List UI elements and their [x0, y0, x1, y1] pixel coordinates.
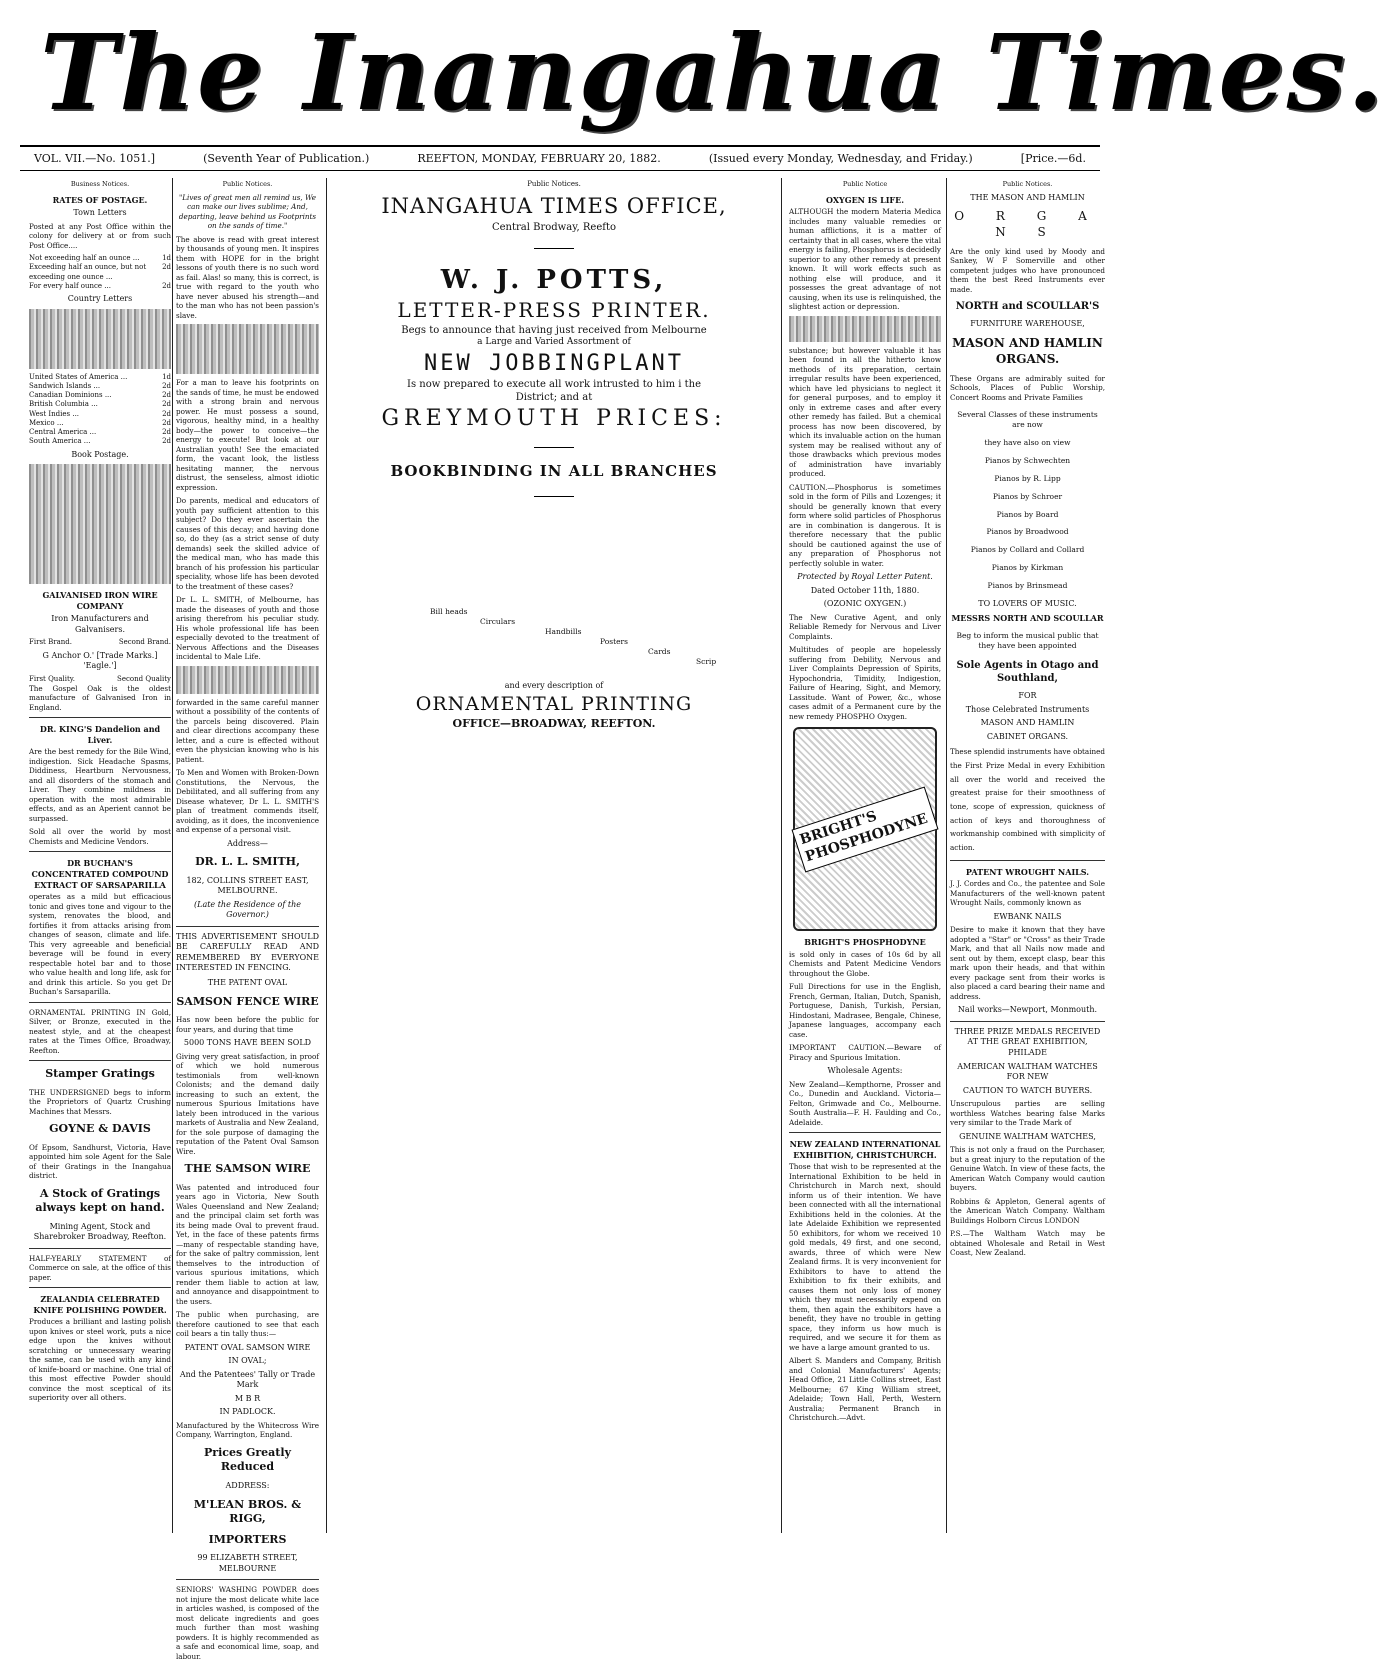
smith-paragraph: Dr L. L. SMITH, of Melbourne, has made the diseases of youth and those arising therefrom his peculiar study. His whole professional life has been especially devoted to the treatment of Nervous Affections and the Diseases incidental to Male Life. [176, 595, 319, 662]
postage-row: British Columbia ... 2d [29, 400, 171, 409]
postage-row: For every half ounce ... 2d [29, 281, 171, 290]
district-text: District; and at [515, 392, 593, 404]
issue-schedule: (Issued every Monday, Wednesday, and Friday.) [708, 152, 973, 165]
postage-row: Exceeding half an ounce, but not exceeding one ounce ... 2d [29, 263, 171, 281]
divider [176, 926, 319, 927]
print-item: Posters [600, 637, 628, 647]
protected: Protected by Royal Letter Patent. [797, 572, 933, 582]
postage-row: Central America ... 2d [29, 428, 171, 437]
smith-paragraph: To Men and Women with Broken-Down Constitutions, the Nervous, the Debilitated, and all suffering from any Disease whatever, Dr L. L. SMITH'S plan of treatment commends itself, avoiding, as it does, the inconvenience and expense of a personal visit. [176, 768, 319, 835]
brights-title: BRIGHT'S PHOSPHODYNE [804, 937, 926, 948]
column-business-notices [26, 178, 174, 1533]
column-public-notices-left [172, 178, 322, 1661]
publication-year: (Seventh Year of Publication.) [203, 152, 370, 165]
manufactured: Manufactured by the Whitecross Wire Company, Warrington, England. [176, 1420, 319, 1440]
stamper-title: Stamper Gratings [45, 1067, 155, 1081]
postage-row: Canadian Dominions ... 2d [29, 391, 171, 400]
robbins-appleton: Robbins & Appleton, General agents of the American Watch Company. Waltham Buildings Holborn Circus LONDON [950, 1196, 1105, 1225]
cabinet-organs: CABINET ORGANS. [986, 731, 1069, 741]
issue-date: REEFTON, MONDAY, FEBRUARY 20, 1882. [417, 152, 661, 165]
postscript: P.S.—The Waltham Watch may be obtained Wholesale and Retail in West Coast, New Zealand. [950, 1229, 1105, 1258]
half-yearly-statement: HALF-YEARLY STATEMENT of Commerce on sale, at the office of this paper. [29, 1253, 171, 1282]
samson-text: The public when purchasing, are therefore cautioned to see that each coil bears a tin tally thus:— [176, 1310, 319, 1339]
divider [29, 1060, 171, 1061]
every-description: and every description of [504, 681, 604, 691]
genuine-text: This is not only a fraud on the Purchaser, but a great injury to the reputation of the Genuine Watch. In view of these facts, the American Watch Company would caution buyers. [950, 1145, 1105, 1193]
print-items [330, 607, 778, 669]
important-caution: IMPORTANT CAUTION.—Beware of Piracy and Spurious Imitation. [789, 1043, 941, 1062]
mbr-mark: M B R [234, 1393, 261, 1403]
multitudes-text: Multitudes of people are hopelessly suffering from Debility, Nervous and Liver Complaints Depression of Spirits, Hypochondria, Timidity, Indigestion, Failure of Hearing, Sight, and Memory, Lassitude. Want of Power, &c., whose cases admit of a Permanent cure by the new remedy PHOSPHO Oxygen. [789, 645, 941, 721]
messrs-north: MESSRS NORTH AND SCOULLAR [951, 612, 1104, 623]
oxygen-text: substance; but however valuable it has been found in all the hitherto know methods of its preparation, certain irregular results have been experienced, which have led physicians to neglect it for general purposes, and to employ it only in extreme cases and after every other remedy has failed. But a chemical process has now been discovered, by which its invaluable action on the human system may be realised without any of those drawbacks which previous modes of administration have invariably produced. [789, 345, 941, 479]
new-jobbing-plant: NEW JOBBINGPLANT [424, 350, 684, 376]
divider [29, 851, 171, 852]
postage-row: Not exceeding half an ounce ... 1d [29, 254, 171, 263]
print-item: Circulars [480, 617, 516, 627]
caution-text: CAUTION.—Phosphorus is sometimes sold in the form of Pills and Lozenges; it should be generally known that every form where solid particles of Phosphorus are in combination is dangerous. It is therefore necessary that the public should be cautioned against the use of any preparation of Phosphorus not perfectly soluble in water. [789, 482, 941, 568]
samson-text: Giving very great satisfaction, in proof of which we hold numerous testimonials from well-known Colonists; and the demand daily increasing to such an extent, the numerous Spurious Imitations have lately been introduced in the various markets of Australia and New Zealand, for the sole purpose of damaging the reputation of the Patent Oval Samson Wire. [176, 1051, 319, 1156]
cordes-text: J. J. Cordes and Co., the patentee and Sole Manufacturers of the well-known patent Wrought Nails, commonly known as [950, 879, 1105, 908]
zealandia-title: ZEALANDIA CELEBRATED KNIFE POLISHING POWDER. [33, 1294, 167, 1315]
assortment: a Large and Varied Assortment of [477, 337, 631, 348]
greymouth-prices: GREYMOUTH PRICES: [381, 406, 727, 432]
divider [789, 1132, 941, 1133]
newport: Nail works—Newport, Monmouth. [957, 1005, 1098, 1015]
galvanised-title: GALVANISED IRON WIRE COMPANY [42, 590, 158, 611]
divider [534, 496, 574, 497]
column-organs [946, 178, 1108, 1533]
seniors-powder: SENIORS' WASHING POWDER does not injure the most delicate white lace in articles washed, is composed of the most delicate ingredients and goes much further than most washing powders. It is highly recommended as a safe and economical lime, soap, and labour. [176, 1585, 319, 1661]
genuine-waltham: GENUINE WALTHAM WATCHES, [959, 1131, 1096, 1141]
directions-text: Full Directions for use in the English, French, German, Italian, Dutch, Spanish, Portuguese, Danish, Turkish, Persian, Hindostani, Madrasee, Bengale, Chinese, Japanese languages, accompany each case. [789, 982, 941, 1039]
postage-row: South America ... 2d [29, 437, 171, 446]
printer-name: W. J. POTTS, [440, 265, 668, 296]
divider [534, 447, 574, 448]
importers: IMPORTERS [208, 1532, 287, 1546]
divider [534, 248, 574, 249]
ornamental-printing-ad: ORNAMENTAL PRINTING IN Gold, Silver, or Bronze, executed in the neatest style, and at the cheapest rates at the Times Office, Broadway, Reefton. [29, 1007, 171, 1055]
prices-reduced: Prices Greatly Reduced [204, 1445, 291, 1474]
smith-late: (Late the Residence of the Governor.) [194, 899, 301, 920]
postage-row: Sandwich Islands ... 2d [29, 381, 171, 390]
in-oval: IN OVAL; [228, 1356, 267, 1366]
mason-hamlin-2: MASON AND HAMLIN [980, 718, 1075, 728]
stamper-text: THE UNDERSIGNED begs to inform the Proprietors of Quartz Crushing Machines that Messrs. [29, 1087, 171, 1116]
american-waltham: AMERICAN WALTHAM WATCHES FOR NEW [957, 1061, 1098, 1082]
postage-row: West Indies ... 2d [29, 409, 171, 418]
piano-item: Pianos by Brinsmead [987, 581, 1068, 591]
caution-watch-text: Unscrupulous parties are selling worthless Watches bearing false Marks very similar to the Trade Mark of [950, 1099, 1105, 1128]
tally: And the Patentees' Tally or Trade Mark [179, 1369, 316, 1390]
mining-agent: Mining Agent, Stock and Sharebroker Broadway, Reefton. [33, 1221, 167, 1242]
patent-nails-title: PATENT WROUGHT NAILS. [965, 866, 1090, 877]
bookbinding: BOOKBINDING IN ALL BRANCHES [390, 462, 718, 481]
brand-row: First Brand. Second Brand. [29, 638, 171, 647]
mlean-bros: M'LEAN BROS. & RIGG, [193, 1497, 302, 1526]
smudged-print [789, 316, 941, 342]
oxygen-title: OXYGEN IS LIFE. [825, 194, 904, 205]
print-item: Handbills [545, 627, 582, 637]
furniture-warehouse: FURNITURE WAREHOUSE, [970, 319, 1085, 329]
print-item: Bill heads [430, 607, 468, 617]
poem: "Lives of great men all remind us, We can make our lives sublime; And, departing, leave behind us Footprints on the sands of time." [178, 192, 317, 231]
samson-text: Has now been before the public for four years, and during that time [176, 1015, 319, 1034]
beg-to-inform: Beg to inform the musical public that they have been appointed [956, 631, 1099, 650]
divider [950, 1021, 1105, 1022]
print-item: Scrip [696, 657, 717, 667]
smith-paragraph: The above is read with great interest by thousands of young men. It inspires them with HOPE for in the bright lessons of youth there is no such word as fail. Alas! so many, this is correct, is true with regard to the youth who have never abused his strength—and to the man who has not been passion's slave. [176, 234, 319, 320]
masthead-title: The Inangahua Times. [40, 11, 1385, 134]
ornamental-printing: ORNAMENTAL PRINTING [415, 692, 693, 715]
caution-watch: CAUTION TO WATCH BUYERS. [962, 1085, 1093, 1095]
column-phosphodyne [786, 178, 944, 1533]
kings-sold: Sold all over the world by most Chemists and Medicine Vendors. [29, 827, 171, 846]
piano-item: Pianos by Broadwood [986, 527, 1069, 537]
curative-text: The New Curative Agent, and only Reliable Remedy for Nervous and Liver Complaints. [789, 612, 941, 641]
organs-suited: These Organs are admirably suited for Schools, Places of Public Worship, Concert Rooms and Private Families [950, 373, 1105, 402]
sold-text: is sold only in cases of 10s 6d by all Chemists and Patent Medicine Vendors throughout the Globe. [789, 949, 941, 978]
dated: Dated October 11th, 1880. [810, 585, 920, 595]
column-header: Public Notices. [222, 180, 273, 188]
three-medals: THREE PRIZE MEDALS RECEIVED AT THE GREAT EXHIBITION, PHILADE [954, 1026, 1101, 1058]
postage-title: RATES OF POSTAGE. [52, 194, 148, 205]
patent-oval-samson: PATENT OVAL SAMSON WIRE [184, 1342, 311, 1352]
wholesale-agents: Wholesale Agents: [827, 1066, 903, 1076]
volume-number: VOL. VII.—No. 1051.] [34, 152, 156, 165]
samson-wire-title: THE SAMSON WIRE [184, 1162, 311, 1176]
divider [29, 717, 171, 718]
smudged-print [29, 464, 171, 584]
north-scoullar: NORTH and SCOULLAR'S [955, 301, 1100, 313]
book-postage-heading: Book Postage. [71, 449, 129, 459]
tons-sold: 5000 TONS HAVE BEEN SOLD [183, 1038, 312, 1048]
goyne-text: Of Epsom, Sandhurst, Victoria, Have appointed him sole Agent for the Sale of their Gratings in the Inangahua district. [29, 1142, 171, 1181]
splendid-text: These splendid instruments have obtained the First Prize Medal in every Exhibition all over the world and received the greatest praise for their smoothness of tone, scope of expression, quickness of action of keys and thoroughness of workmanship combined with simplicity of action. [950, 747, 1105, 853]
piano-item: Pianos by Kirkman [991, 563, 1064, 573]
patent-oval: THE PATENT OVAL [207, 978, 288, 988]
prepared-text: Is now prepared to execute all work intrusted to him i the [407, 378, 701, 390]
phosphodyne-logo: BRIGHT'S PHOSPHODYNE [793, 727, 937, 931]
piano-item: Pianos by Collard and Collard [970, 545, 1085, 555]
desire-text: Desire to make it known that they have adopted a "Star" or "Cross" as their Trade Mark, and that all Nails now made and sent out by them, except clasp, bear this mark upon their heads, and that within every package sent from their works is also placed a card bearing their name and address. [950, 925, 1105, 1001]
price: [Price.—6d. [1020, 152, 1086, 165]
stock-gratings: A Stock of Gratings always kept on hand. [35, 1186, 165, 1215]
divider [29, 1287, 171, 1288]
organs-heading: O R G A N S [954, 209, 1101, 239]
divider [29, 1002, 171, 1003]
divider [176, 1579, 319, 1580]
buchan-title: DR BUCHAN'S CONCENTRATED COMPOUND EXTRACT OF SARSAPARILLA [31, 858, 169, 890]
lovers-of-music: TO LOVERS OF MUSIC. [978, 598, 1077, 608]
kings-text: Are the best remedy for the Bile Wind, indigestion. Sick Headache Spasms, Diddiness, Heartburn Nervousness, and all disorders of the stomach and Liver. They combine mildness in operation with the most admirable effects, and as an Aperient cannot be surpassed. [29, 747, 171, 823]
zealandia-text: Produces a brilliant and lasting polish upon knives or steel work, puts a nice edge upon the knives without scratching or unnecessary wearing the same, can be used with any kind of knife-board or machine. One trial of this most effective Powder should convince the most sceptical of its superiority over all others. [29, 1317, 171, 1403]
kings-title: DR. KING'S Dandelion and Liver. [39, 724, 161, 745]
smith-paragraph: Do parents, medical and educators of youth pay sufficient attention to this subject? Do they ever ascertain the causes of this decay; and having done so, do they (as a strict sense of duty demands) seek the skilled advice of the medical man, who has made this branch of his profession his particular speciality, whose life has been devoted to the treatment of these cases? [176, 496, 319, 591]
divider [950, 860, 1105, 861]
column-header: Public Notices. [527, 180, 581, 188]
smith-paragraph: For a man to leave his footprints on the sands of time, he must be endowed with a strong brain and nervous power. He must possess a sound, vigorous, healthy mind, in a healthy body—the power to conceive—the energy to execute! But look at our Australian youth! See the emaciated form, the vacant look, the listless hesitating manner, the nervous distrust, the senseless, almost idiotic expression. [176, 378, 319, 492]
printer-title: LETTER-PRESS PRINTER. [397, 298, 711, 323]
smudged-print [29, 309, 171, 369]
country-letters-heading: Country Letters [67, 294, 133, 304]
office-address: Central Brodway, Reefto [491, 221, 616, 233]
samson-title: SAMSON FENCE WIRE [176, 994, 319, 1008]
fencing-notice: THIS ADVERTISEMENT SHOULD BE CAREFULLY READ AND REMEMBERED BY EVERYONE INTERESTED IN FENCING. [176, 931, 319, 973]
smith-name: DR. L. L. SMITH, [195, 855, 300, 869]
print-item: Cards [648, 647, 671, 657]
piano-item: Pianos by R. Lipp [994, 473, 1061, 483]
organs-used: Are the only kind used by Moody and Sankey, W F Somerville and other competent judges who have pronounced them the best Reed Instruments ever made. [950, 246, 1105, 294]
mason-hamlin: THE MASON AND HAMLIN [970, 192, 1085, 202]
trade-marks: G Anchor O.' [Trade Marks.] 'Eagle.'] [42, 650, 158, 671]
piano-item: Pianos by Board [996, 509, 1059, 519]
announcement: Begs to announce that having just received from Melbourne [401, 324, 707, 336]
several-classes: Several Classes of these instruments are now [957, 410, 1098, 430]
column-printing-office [326, 178, 782, 1533]
divider [29, 1248, 171, 1249]
town-letters-heading: Town Letters [73, 208, 127, 218]
office-title: INANGAHUA TIMES OFFICE, [381, 194, 727, 219]
address-label: Address— [227, 838, 268, 848]
buchan-text: operates as a mild but efficacious tonic and gives tone and vigour to the system, renovates the blood, and fortifies it from attacks arising from changes of season, climate and life. This very agreeable and beneficial beverage will be found in every respectable hotel bar and to those who value health and long life, ask for and drink this article. So you get Dr Buchan's Sarsaparilla. [29, 892, 171, 997]
elizabeth-street: 99 ELIZABETH STREET, MELBOURNE [197, 1553, 298, 1573]
oxygen-text: ALTHOUGH the modern Materia Medica includes many valuable remedies or human afflictions, it is a matter of certainty that in all cases, where the vital energy is failing, Phosphorus is decidedly superior to any other remedy at present known. It will work effects such as nothing else will produce, and it possesses the great advantage of not causing, when its use is relinquished, the slightest action or depression. [789, 207, 941, 312]
column-header: Public Notices. [1002, 180, 1053, 188]
postage-row: Mexico ... 2d [29, 418, 171, 427]
goyne-davis: GOYNE & DAVIS [49, 1122, 151, 1136]
mason-hamlin-organs: MASON AND HAMLIN ORGANS. [952, 336, 1103, 366]
piano-item: Pianos by Schwechten [984, 455, 1071, 465]
smith-address: 182, COLLINS STREET EAST, MELBOURNE. [186, 875, 309, 896]
ewbank-nails: EWBANK NAILS [993, 911, 1062, 921]
agents-list: New Zealand—Kempthorne, Prosser and Co., Dunedin and Auckland. Victoria—Felton, Grimwade and Co., Melbourne. South Australia—F. H. Faulding and Co., Adelaide. [789, 1079, 941, 1127]
smudged-print [176, 666, 319, 694]
address-heading: ADDRESS: [225, 1480, 270, 1490]
celebrated-instruments: Those Celebrated Instruments [965, 704, 1090, 714]
nz-exhibition-title: NEW ZEALAND INTERNATIONAL EXHIBITION, CHRISTCHURCH. [789, 1139, 941, 1160]
dateline [20, 145, 1100, 171]
smith-paragraph: forwarded in the same careful manner without a possibility of the contents of the parcels being discovered. Plain and clear directions accompany these letter, and a cure is effected without even the physician knowing who is his patient. [176, 697, 319, 764]
postage-row: United States of America ... 1d [29, 372, 171, 381]
samson-text: Was patented and introduced four years ago in Victoria, New South Wales Queensland and New Zealand; and the principal claim set forth was its being made Oval to prevent fraud. Yet, in the face of these patents firms—many of respectable standing have, for the sake of paltry commission, lent themselves to the introduction of various spurious imitations, which render them liable to action at law, and annoyance and disappointment to the users. [176, 1182, 319, 1306]
gospel-oak-text: The Gospel Oak is the oldest manufacture of Galvanised Iron in England. [29, 683, 171, 712]
manders-signature: Albert S. Manders and Company, British and Colonial Manufacturers' Agents; Head Office, 21 Little Collins street, East Melbourne; 67 King William street, Adelaide; Town Hall, Perth, Western Australia; Permanent Branch in Christchurch.—Advt. [789, 1356, 941, 1423]
ozonic: (OZONIC OXYGEN.) [823, 599, 907, 609]
also-on-view: they have also on view [984, 437, 1071, 447]
smudged-print [176, 324, 319, 374]
column-header: Public Notice [842, 180, 888, 188]
for-text: FOR [1018, 691, 1037, 701]
exhibition-text: Those that wish to be represented at the International Exhibition to be held in Christchurch in March next, should inform us of their intention. We have been connected with all the international Exhibitions held in the colonies. At the late Adelaide Exhibition we represented 50 exhibitors, for whom we received 10 gold medals, 49 first, and one second, awards, three of which were New Zealand firms. It is very inconvenient for Exhibitors to have to attend the Exhibition to fix their exhibits, and causes them not only loss of money which they must necessarily expend on them, then again the exhibitors have a benefit, they have no trouble in getting space, they inform us how much is required, and we secure it for them as we have a large amount granted to us. [789, 1162, 941, 1352]
quality-row: First Quality. Second Quality [29, 674, 171, 683]
piano-item: Pianos by Schroer [992, 491, 1063, 501]
column-header: Business Notices. [70, 180, 130, 188]
in-padlock: IN PADLOCK. [219, 1407, 276, 1417]
postage-text: Posted at any Post Office within the colony for delivery at or from such Post Office.... [29, 221, 171, 250]
galvanised-subtitle: Iron Manufacturers and Galvanisers. [51, 614, 149, 634]
sole-agents: Sole Agents in Otago and Southland, [956, 659, 1099, 685]
office-broadway: OFFICE—BROADWAY, REEFTON. [452, 716, 656, 730]
